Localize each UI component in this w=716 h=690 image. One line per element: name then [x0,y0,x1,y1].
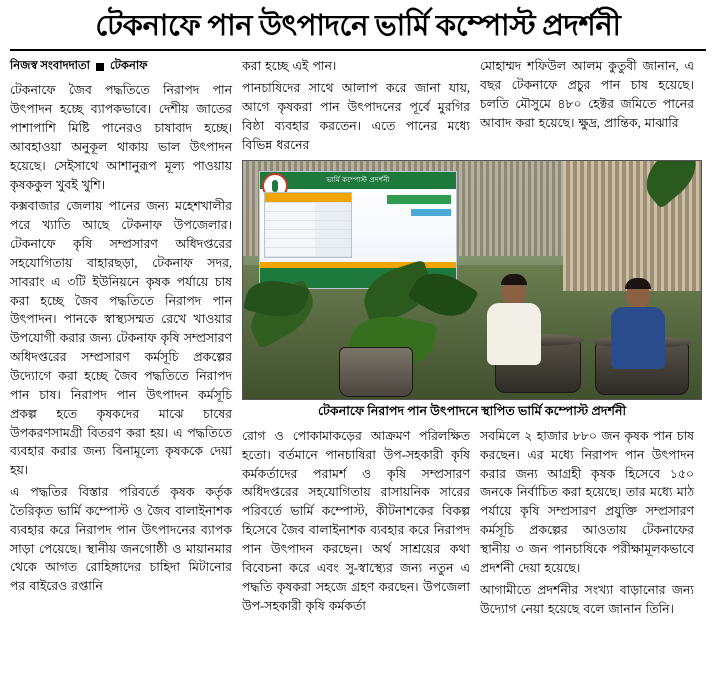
table-row [265,239,351,248]
byline-location: টেকনাফ [109,60,148,73]
table-row [265,203,351,212]
mid-para-2: পানচাষিদের সাথে আলাপ করে জানা যায়, আগে কৃষকরা পান উৎপাদনের পূর্বে মুরগির বিষ্ঠা ব্যবহার করতেন। এতে পানের মধ্যে বিভিন্ন ধরনের [242,81,470,152]
column-right-top [480,57,694,135]
left-para-3: এ পদ্ধতির বিস্তার পরিবর্তে কৃষক কর্তৃক তৈরিকৃত ভার্মি কম্পোস্ট ও জৈব বালাইনাশক ব্যবহার করে নিরাপদ পান উৎপাদনের ব্যাপক সাড়া পেয়েছে। স্থানীয় জনগোষ্ঠী ও মায়ানমার থেকে আগত রোহিঙ্গাদের চাহিদা মিটানোর পর বাইরেও রপ্তানি [10,485,232,594]
table-row [265,212,351,221]
torso [611,307,665,369]
byline-reporter: নিজস্ব সংবাদদাতা [10,60,90,73]
left-para-1: টেকনাফে জৈব পদ্ধতিতে নিরাপদ পান উৎপাদন হচ্ছে ব্যাপকভাবে। দেশীয় জাতের পাশাপাশি মিষ্টি পানেরও চাষাবাদ হচ্ছে। আবহাওয়া অনুকূল থাকায় ভাল উৎপাদন হয়েছে। সেইসাথে আশানুরূপ মূল্য পাওয়ায় কৃষককুল খুবই খুশি। [10,83,232,192]
mid-para-1: করা হচ্ছে এই পান। [242,59,337,74]
right-para-1: মোহাম্মদ শফিউল আলম কুতুবী জানান, এ বছর টেকনাফে প্রচুর পান চাষ হয়েছে। চলতি মৌসুমে ৪৮০ হেক্টর জমিতে পানের আবাদ করা হয়েছে। ক্ষুদ্র, প্রান্তিক, মাঝারি [480,59,694,130]
byline [10,57,228,76]
right-bottom-para-2: আগামীতে প্রদর্শনীর সংখ্যা বাড়ানোর জন্য উদ্যোগ নেয়া হয়েছে বলে জানান তিনি। [480,582,694,616]
table-row [265,193,351,203]
hair [501,274,527,285]
table-row [265,230,351,239]
column-middle-bottom [242,427,470,618]
torso [487,303,541,365]
table-row [265,248,351,257]
upper-text-row [242,57,702,157]
photo-caption: টেকনাফে নিরাপদ পান উৎপাদনে স্থাপিত ভার্মি কম্পোস্ট প্রদর্শনী [317,403,627,418]
table-row [265,221,351,230]
news-photo [242,160,702,400]
column-left [10,57,232,599]
column-right-bottom [480,427,694,621]
right-region [242,57,702,621]
signboard-table [264,192,352,258]
farmer-person [611,281,665,369]
signboard-blue-bar [411,209,451,216]
byline-square-icon [96,63,104,71]
signboard-header [260,172,456,189]
top-section [10,57,706,621]
right-bottom-para-1: সবমিলে ২ হাজার ৮৮০ জন কৃষক পান চাষ করছেন। এর মধ্যে নিরাপদ পান উৎপাদন করার জন্য আগ্রহী কৃষক হিসেবে ১৫০ জনকে নির্বাচিত করা হয়েছে। তার মধ্যে মাঠ পর্যায়ে কৃষি সম্প্রসারণ প্রযুক্তি সম্প্রসারণ কর্মসূচি প্রকল্পের আওতায় টেকনাফের স্থানীয় ৩ জন পানচাষিকে পরীক্ষামূলকভাবে প্রদর্শনী দেয়া হয়েছে। [480,428,694,575]
photo-block [242,160,702,423]
left-para-2: কক্সবাজার জেলায় পানের জন্য মহেশখালীর পরে খ্যাতি আছে টেকনাফ উপজেলার। টেকনাফে কৃষি সম্প্রসারণ অধিদপ্তরের সহযোগিতায় বাহারছড়া, টেকনাফ সদর, সাবরাং এ ৩টি ইউনিয়নে কৃষক পর্যায়ে চাষ করা হচ্ছে জৈব পদ্ধতিতে নিরাপদ পান উৎপাদন। পানকে স্বাস্থ্যসম্মত রেখে খাওয়ার উপযোগী করার জন্য টেকনাফ কৃষি সম্প্রসারণ অধিদপ্তরের সম্প্রসারণ কর্মসূচি প্রকল্পের উদ্যোগে করা হচ্ছে জৈব পদ্ধতিতে নিরাপদ পান চাষ। নিরাপদ পান উৎপাদন কর্মসূচি প্রকল্প হতে কৃষকদের মাঝে চাষের উপকরণসামগ্রী বিতরণ করা হয়। এ পদ্ধতিতে ব্যবহার করার জন্য বিনামূল্যে কৃষককে দেয়া হয়। [10,199,232,478]
lower-text-row [242,427,702,621]
signboard-body [260,189,456,261]
signboard-title: ভার্মি কম্পোস্ট প্রদর্শনী [326,176,390,185]
farmer-person [487,277,541,365]
column-middle-top [242,57,470,157]
signboard-green-bar [387,195,451,204]
mid-bottom-para-1: রোগ ও পোকামাকড়ের আক্রমণ পরিলক্ষিত হতো। বর্তমানে পানচাষিরা উপ-সহকারী কৃষি কর্মকর্তাদের পরামর্শ ও কৃষি সম্প্রসারণ অধিদপ্তরের সহযোগিতায় রাসায়নিক সারের পরিবর্তে ভার্মি কম্পোস্ট, কীটনাশকের বিকল্প হিসেবে জৈব বালাইনাশক ব্যবহার করে নিরাপদ পান উৎপাদন করছেন। অর্থ সাশ্রয়ের কথা বিবেচনা করে এবং সু-স্বাস্থ্যের জন্য নতুন এ পদ্ধতি কৃষকরা সহজে গ্রহণ করছেন। উপজেলা উপ-সহকারী কৃষি কর্মকর্তা [242,428,470,613]
page-headline: টেকনাফে পান উৎপাদনে ভার্মি কম্পোস্ট প্রদর্শনী [95,10,621,42]
headline-rule [10,49,706,51]
compost-pile [339,347,413,397]
hair [625,278,651,289]
